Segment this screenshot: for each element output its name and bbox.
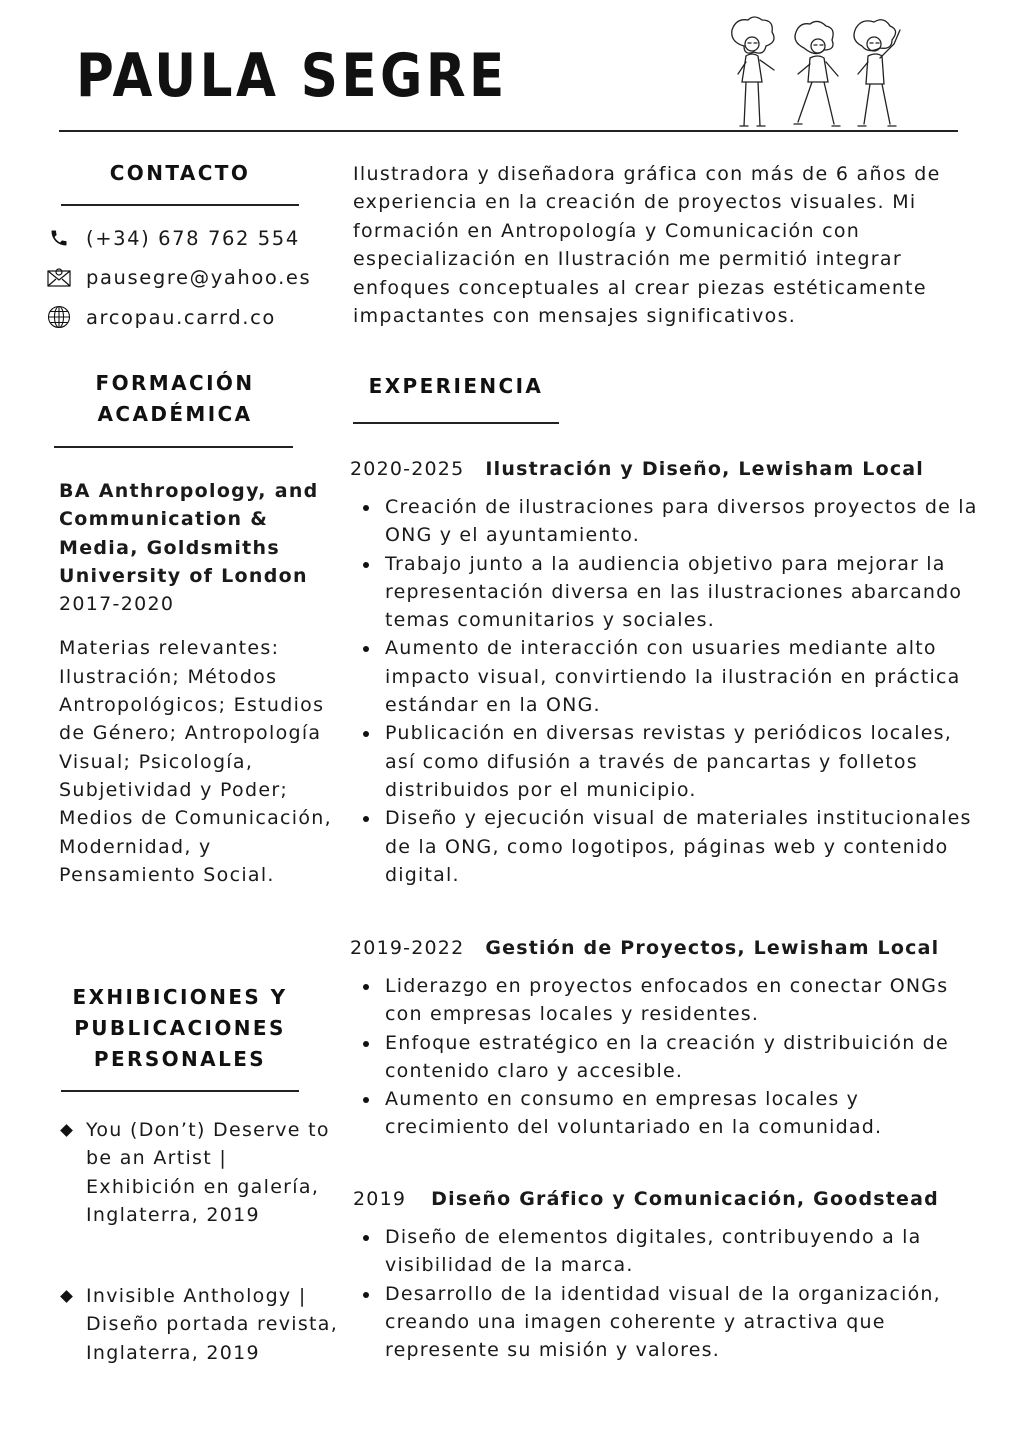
- job-header: [350, 456, 924, 482]
- profile-summary: Ilustradora y diseñadora gráfica con más de 6 años de experiencia en la creación de proyectos visuales. Mi formación en Antropología y Comunicación con especialización en Ilustración me permitió integrar enfoques conceptuales al crear piezas estéticamente impactantes con mensajes significativos.: [353, 163, 941, 328]
- education-entry: [59, 477, 349, 889]
- publication-text: Invisible Anthology | Diseño portada revista, Inglaterra, 2019: [86, 1285, 339, 1364]
- contact-website: [46, 304, 276, 330]
- education-heading-line2: ACADÉMICA: [97, 402, 253, 426]
- phone-number[interactable]: (+34) 678 762 554: [86, 226, 300, 250]
- experience-divider: [353, 422, 559, 424]
- job-header: [353, 1186, 939, 1212]
- contact-email: [46, 264, 311, 290]
- website-url[interactable]: arcopau.carrd.co: [86, 305, 276, 329]
- exhibitions-heading-line1: EXHIBICIONES Y: [72, 985, 288, 1009]
- publication-text: You (Don’t) Deserve to be an Artist | Exhibición en galería, Inglaterra, 2019: [86, 1119, 330, 1226]
- education-heading-line1: FORMACIÓN: [95, 371, 255, 395]
- education-divider: [54, 446, 293, 448]
- job-years: 2020-2025: [350, 458, 465, 480]
- degree-title: BA Anthropology, and Communication & Media, Goldsmiths University of London: [59, 480, 319, 587]
- diamond-bullet-icon: [59, 1282, 86, 1367]
- job-years: 2019: [353, 1188, 407, 1210]
- degree-years: 2017-2020: [59, 593, 175, 616]
- list-item: Diseño y ejecución visual de materiales institucionales de la ONG, como logotipos, páginas web y contenido digital.: [385, 804, 985, 889]
- contact-divider: [61, 204, 299, 206]
- list-item: Enfoque estratégico en la creación y distribuición de contenido claro y accesible.: [385, 1029, 985, 1086]
- job-title: Ilustración y Diseño, Lewisham Local: [485, 458, 925, 480]
- illustrated-people-doodle: [724, 16, 920, 132]
- exhibitions-heading: [60, 982, 300, 1075]
- exhibitions-divider: [61, 1090, 299, 1092]
- job-title: Gestión de Proyectos, Lewisham Local: [485, 937, 940, 959]
- diamond-bullet-icon: [59, 1116, 86, 1229]
- contact-heading: CONTACTO: [109, 161, 251, 185]
- job-bullets: [385, 1223, 985, 1364]
- education-heading: [55, 368, 295, 430]
- exhibitions-heading-line3: PERSONALES: [93, 1047, 267, 1071]
- header-divider: [59, 130, 958, 132]
- relevant-subjects: Materias relevantes: Ilustración; Métodos Antropológicos; Estudios de Género; Antropología Visual; Psicología, Subjetividad y Poder; Medios de Comunicación, Modernidad, y Pensamiento Social.: [59, 637, 332, 886]
- contact-phone: [46, 225, 300, 251]
- globe-icon: [46, 304, 72, 330]
- list-item: Aumento de interacción con usuaries mediante alto impacto visual, convirtiendo la ilustración en práctica estándar en la ONG.: [385, 634, 985, 719]
- job-header: [350, 935, 939, 961]
- list-item: Trabajo junto a la audiencia objetivo para mejorar la representación diversa en las ilustraciones abarcando temas comunitarios y sociales.: [385, 550, 985, 635]
- list-item: Aumento en consumo en empresas locales y crecimiento del voluntariado en la comunidad.: [385, 1085, 985, 1142]
- email-address[interactable]: pausegre@yahoo.es: [86, 265, 312, 289]
- job-title: Diseño Gráfico y Comunicación, Goodstead: [431, 1188, 939, 1210]
- job-years: 2019-2022: [350, 937, 465, 959]
- list-item: Creación de ilustraciones para diversos proyectos de la ONG y el ayuntamiento.: [385, 493, 985, 550]
- job-bullets: [385, 972, 985, 1142]
- experience-heading: EXPERIENCIA: [368, 374, 544, 398]
- mail-icon: [46, 264, 72, 290]
- list-item: Liderazgo en proyectos enfocados en conectar ONGs con empresas locales y residentes.: [385, 972, 985, 1029]
- list-item: Publicación en diversas revistas y periódicos locales, así como difusión a través de pancartas y folletos distribuidos por el municipio.: [385, 719, 985, 804]
- list-item: Desarrollo de la identidad visual de la organización, creando una imagen coherente y atractiva que represente su misión y valores.: [385, 1280, 985, 1365]
- job-bullets: [385, 493, 985, 889]
- exhibitions-heading-line2: PUBLICACIONES: [74, 1016, 286, 1040]
- list-item: [59, 1282, 349, 1367]
- phone-icon: [46, 225, 72, 251]
- list-item: Diseño de elementos digitales, contribuyendo a la visibilidad de la marca.: [385, 1223, 985, 1280]
- resume-name: PAULA SEGRE: [76, 41, 508, 111]
- list-item: [59, 1116, 349, 1229]
